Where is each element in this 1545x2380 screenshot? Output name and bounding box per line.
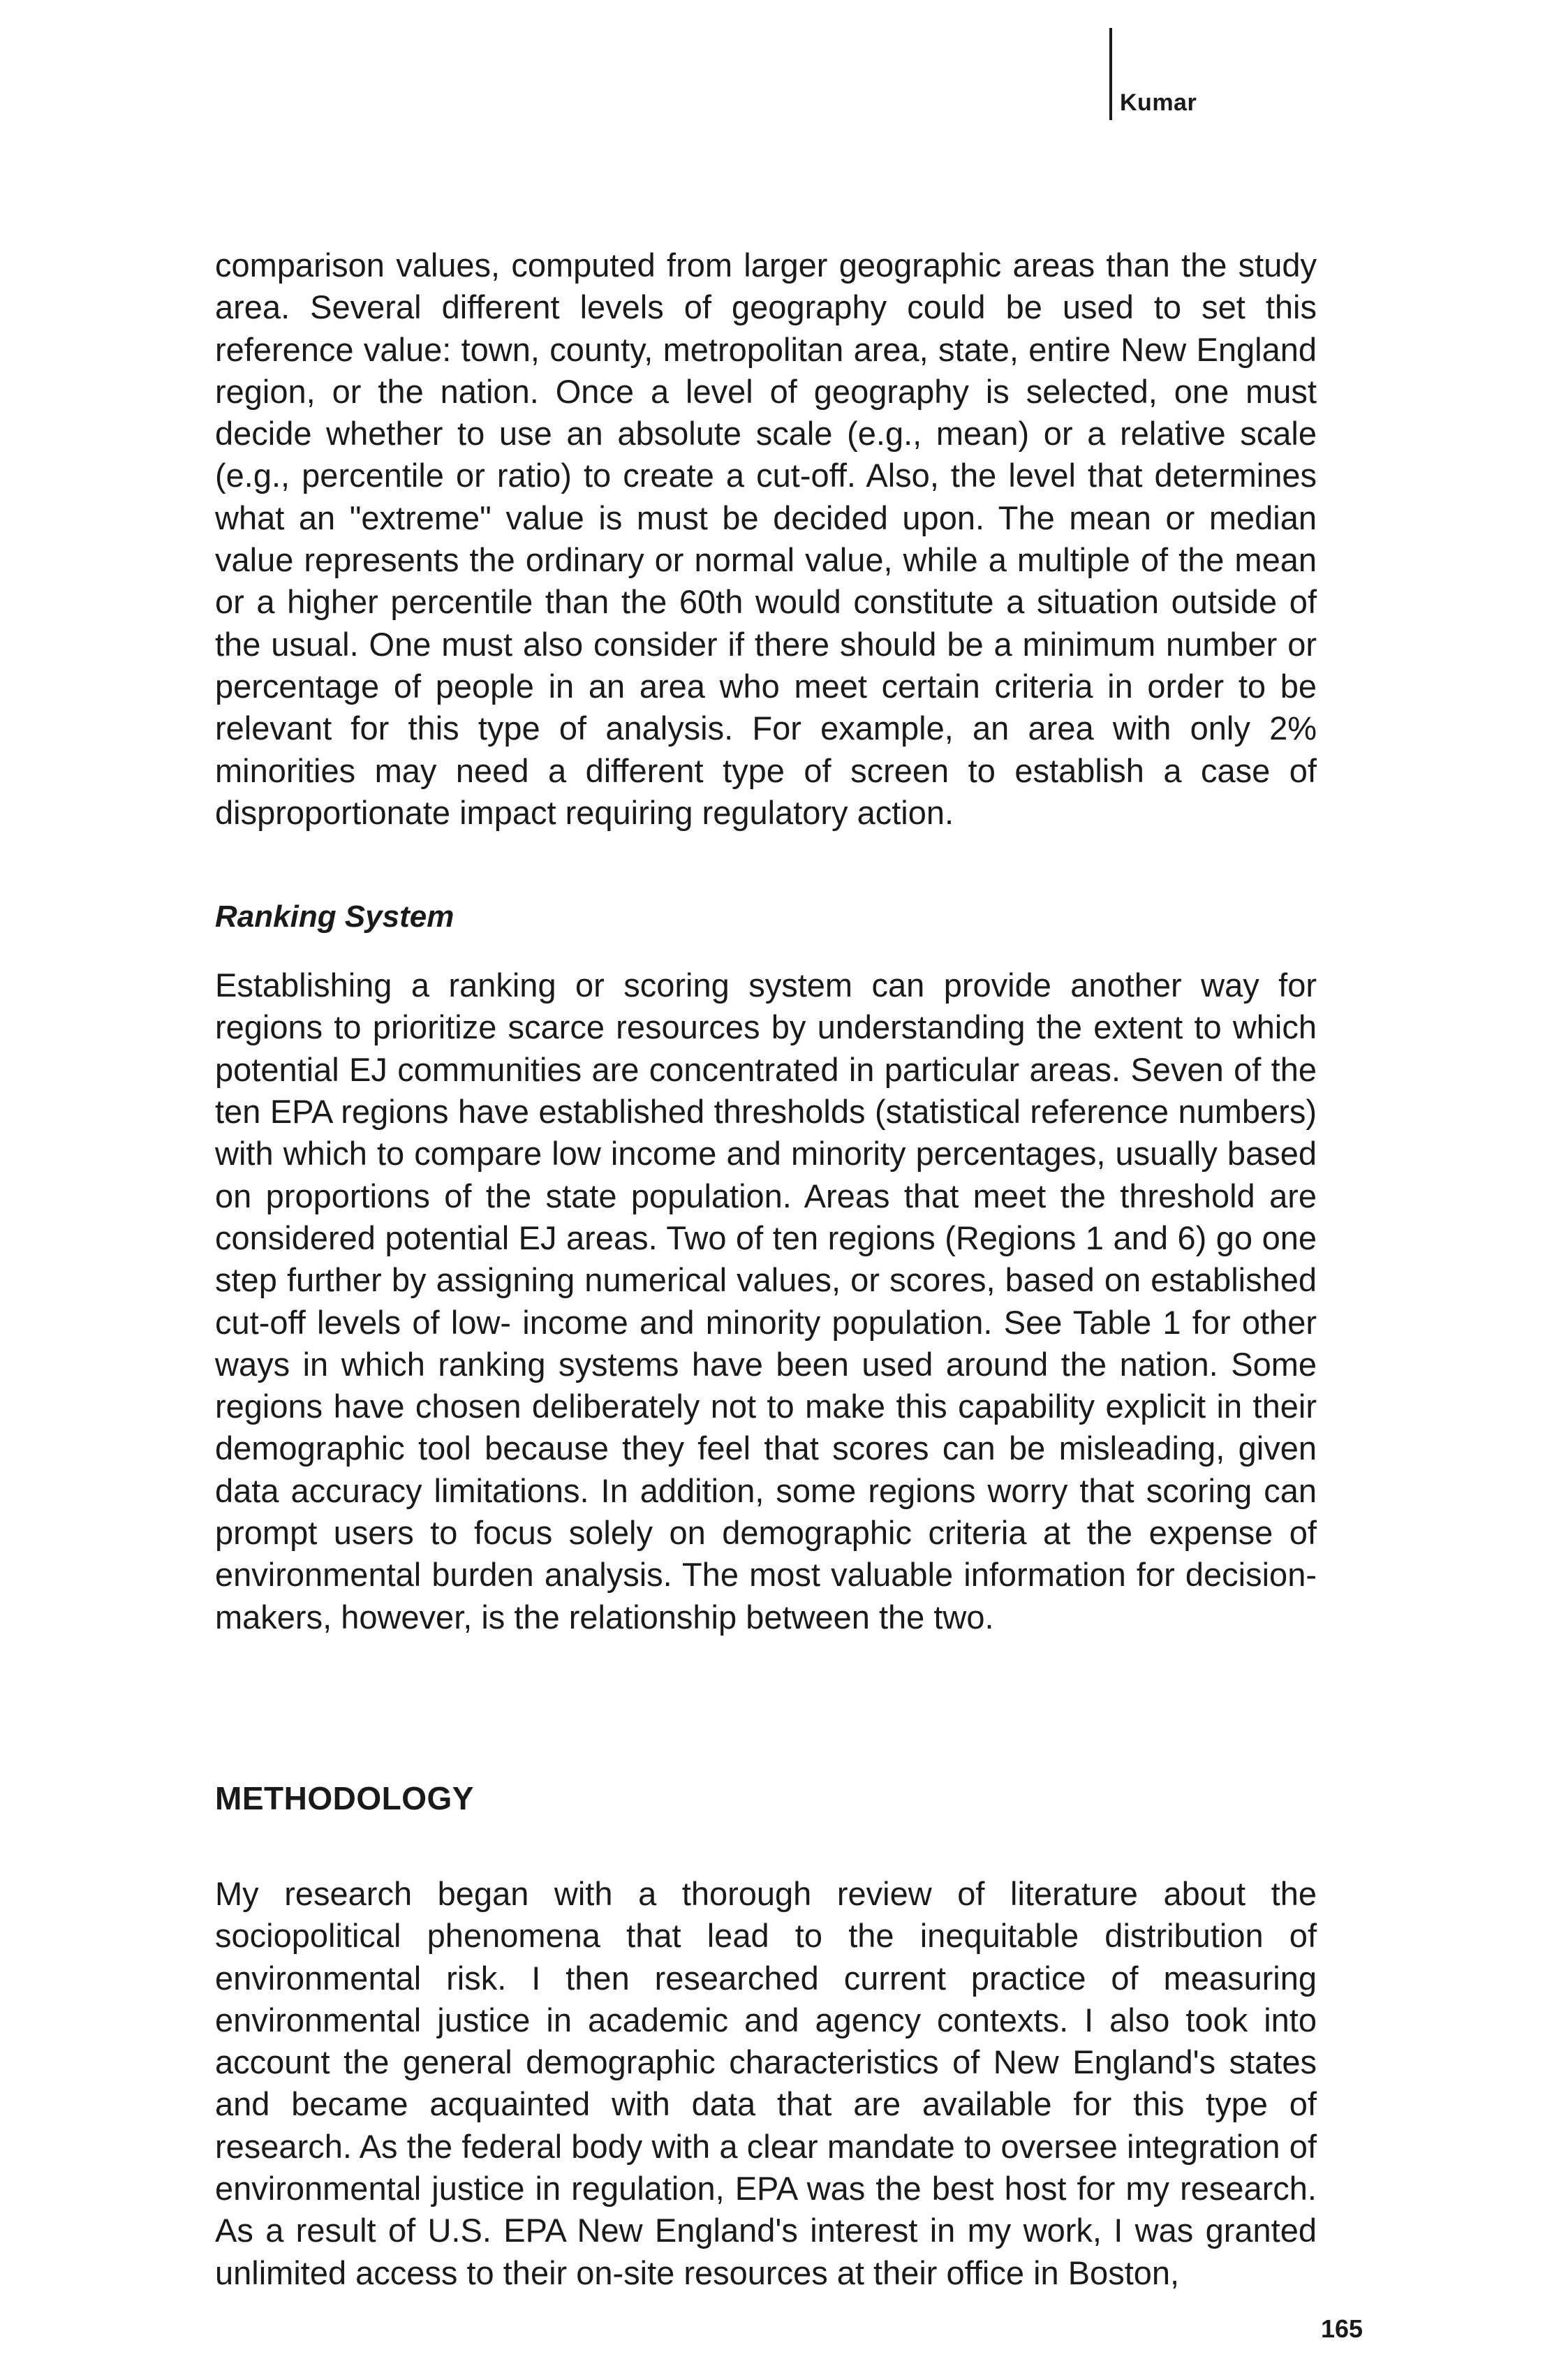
paragraph-comparison-values: comparison values, computed from larger geographic areas than the study area. Several different levels of geography could be used to set this reference value: town, county, metropolitan area, state, entire New England region, or the nation. Once a level of geography is selected, one must decide whether to use an absolute scale (e.g., mean) or a relative scale (e.g., percentile or ratio) to create a cut-off. Also, the level that determines what an "extreme" value is must be decided upon. The mean or median value represents the ordinary or normal value, while a multiple of the mean or a higher percentile than the 60th would constitute a situation outside of the usual. One must also consider if there should be a minimum number or percentage of people in an area who meet certain criteria in order to be relevant for this type of analysis. For example, an area with only 2% minorities may need a different type of screen to establish a case of disproportionate impact requiring regulatory action. [215, 247, 1317, 831]
section-heading-methodology: METHODOLOGY [215, 1779, 474, 1816]
subheading-ranking-system: Ranking System [215, 899, 454, 934]
paragraph-methodology: My research began with a thorough review of literature about the sociopolitical phenomena that lead to the inequitable distribution of environmental risk. I then researched current practice of measuring environmental justice in academic and agency contexts. I also took into account the general demographic characteristics of New England's states and became acquainted with data that are available for this type of research. As the federal body with a clear mandate to oversee integration of environmental justice in regulation, EPA was the best host for my research. As a result of U.S. EPA New England's interest in my work, I was granted unlimited access to their on-site resources at their office in Boston, [215, 1874, 1317, 2291]
body-text [215, 244, 1317, 2294]
paragraph-ranking-system: Establishing a ranking or scoring system can provide another way for regions to prioritize scarce resources by understanding the extent to which potential EJ communities are concentrated in particular areas. Seven of the ten EPA regions have established thresholds (statistical reference numbers) with which to compare low income and minority percentages, usually based on proportions of the state population. Areas that meet the threshold are considered potential EJ areas. Two of ten regions (Regions 1 and 6) go one step further by assigning numerical values, or scores, based on established cut-off levels of low- income and minority population. See Table 1 for other ways in which ranking systems have been used around the nation. Some regions have chosen deliberately not to make this capability explicit in their demographic tool because they feel that scores can be misleading, given data accuracy limitations. In addition, some regions worry that scoring can prompt users to focus solely on demographic criteria at the expense of environmental burden analysis. The most valuable information for decision-makers, however, is the relationship between the two. [215, 967, 1317, 1636]
running-head: Kumar [1120, 89, 1197, 116]
header-rule [1109, 28, 1112, 120]
page-number: 165 [1321, 2314, 1363, 2343]
